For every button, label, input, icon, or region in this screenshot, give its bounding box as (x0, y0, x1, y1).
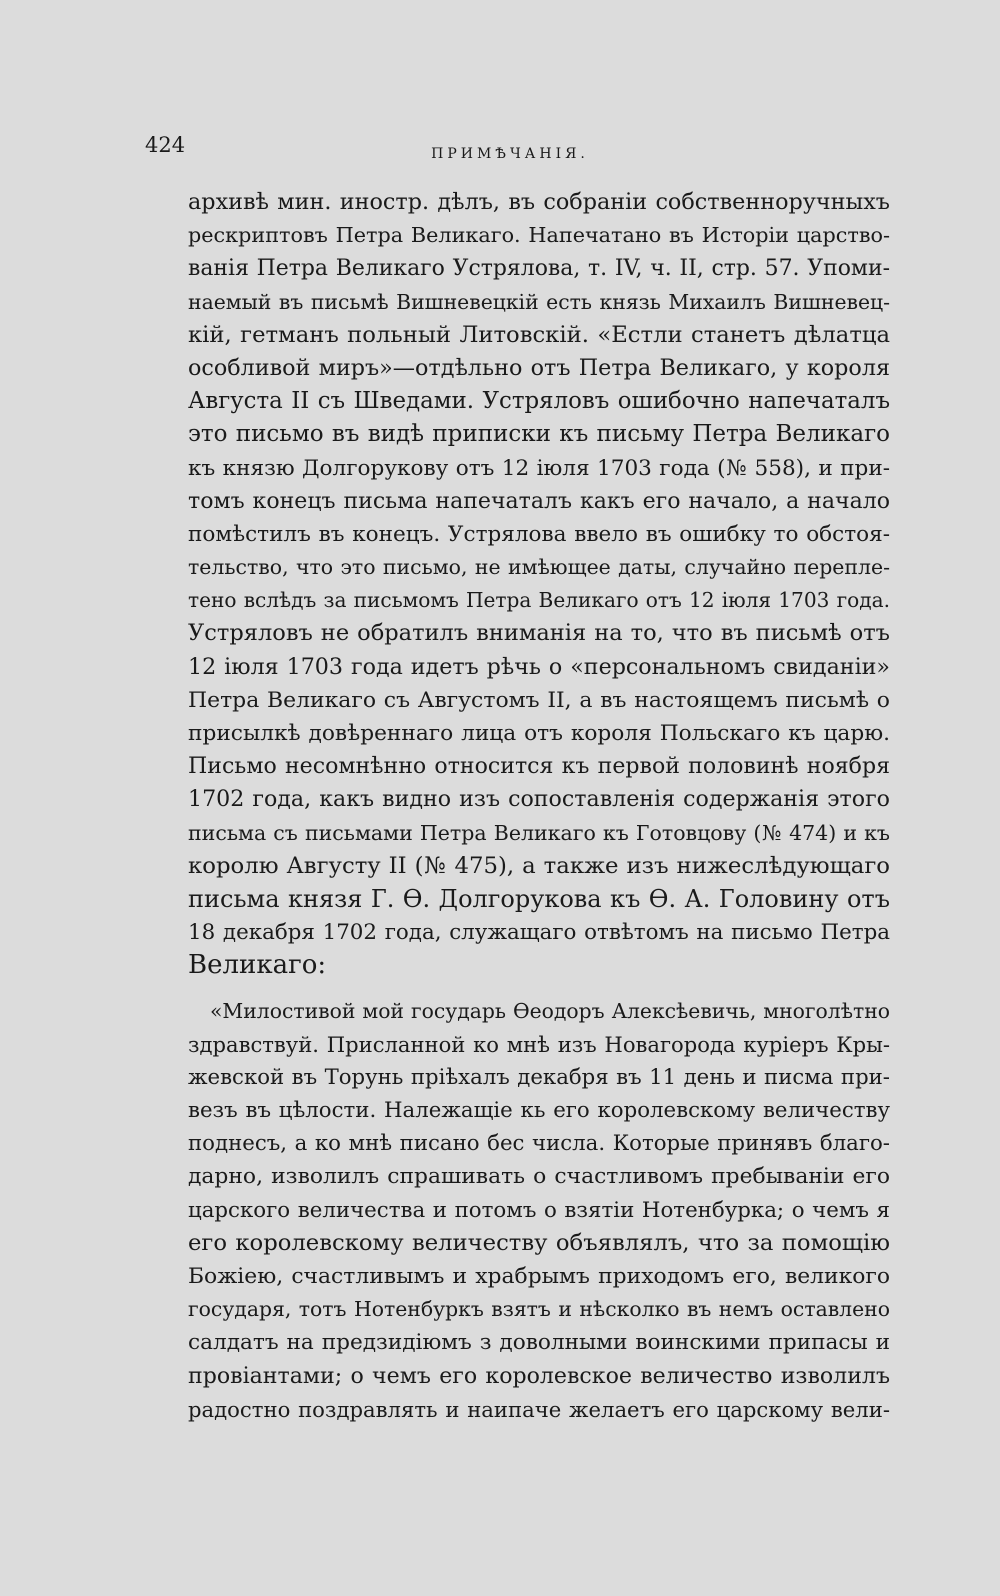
text-line: везъ въ цѣлости. Належащіе кь его королевскому величеству (188, 1098, 890, 1124)
text-line: «Милостивой мой государь Ѳеодоръ Алексѣевичь, многолѣтно (210, 998, 890, 1023)
text-line: письма князя Г. Ѳ. Долгорукова къ Ѳ. А. Головину отъ (188, 884, 890, 913)
text-line: провіантами; о чемъ его королевское величество изволилъ (188, 1362, 890, 1389)
paragraph-letter-quote (188, 995, 890, 1426)
text-line: 12 іюля 1703 года идетъ рѣчь о «персональномъ свиданіи» (188, 653, 890, 680)
text-line: жевской въ Торунь пріѣхалъ декабря въ 11 день и писма при- (188, 1064, 890, 1090)
text-line: присылкѣ довѣреннаго лица отъ короля Польскаго къ царю. (188, 721, 890, 746)
paragraph-gap (188, 983, 890, 995)
text-line: кій, гетманъ польный Литовскій. «Естли станетъ дѣлатца (188, 321, 890, 348)
text-line: радостно поздравлять и наипаче желаетъ его царскому вели- (188, 1396, 890, 1422)
text-line: особливой миръ»—отдѣльно отъ Петра Великаго, у короля (188, 354, 890, 381)
text-line: салдатъ на предзидіюмъ з доволными воинскими припасы и (188, 1330, 890, 1356)
text-line: ванія Петра Великаго Устрялова, т. IV, ч. II, стр. 57. Упоми- (188, 256, 890, 282)
page-number: 424 (145, 133, 186, 157)
text-line: королю Августу II (№ 475), а также изъ нижеслѣдующаго (188, 852, 890, 879)
text-line: Письмо несомнѣнно относится къ первой половинѣ ноября (188, 754, 890, 780)
text-line: письма съ письмами Петра Великаго къ Готовцову (№ 474) и къ (188, 820, 890, 845)
text-line: 1702 года, какъ видно изъ сопоставленія содержанія этого (188, 786, 890, 813)
text-line: наемый въ письмѣ Вишневецкій есть князь Михаилъ Вишневец- (188, 289, 890, 314)
text-line: Великаго: (188, 950, 327, 981)
text-line: царского величества и потомъ о взятіи Нотенбурка; о чемъ я (188, 1197, 890, 1223)
text-line: тельство, что это письмо, не имѣющее даты, случайно перепле- (188, 555, 890, 580)
text-line: тено вслѣдъ за письмомъ Петра Великаго отъ 12 іюля 1703 года. (188, 588, 890, 613)
text-line: Августа II съ Шведами. Устряловъ ошибочно напечаталъ (188, 388, 890, 415)
paragraph-notes (188, 186, 890, 983)
text-line: архивѣ мин. иностр. дѣлъ, въ собраніи собственноручныхъ (188, 189, 890, 215)
text-line: государя, тотъ Нотенбуркъ взятъ и нѣсколко въ немъ оставлено (188, 1297, 890, 1322)
running-head: ПРИМѢЧАНІЯ. (431, 146, 589, 162)
text-line: это письмо въ видѣ приписки къ письму Петра Великаго (188, 421, 890, 448)
text-line: Божіею, счастливымъ и храбрымъ приходомъ его, великого (188, 1264, 890, 1289)
text-line: рескриптовъ Петра Великаго. Напечатано въ Исторіи царство- (188, 223, 890, 248)
text-line: помѣстилъ въ конецъ. Устрялова ввело въ ошибку то обстоя- (188, 521, 890, 547)
text-line: Устряловъ не обратилъ вниманія на то, что въ письмѣ отъ (188, 620, 890, 647)
text-line: поднесъ, а ко мнѣ писано бес числа. Которые принявъ благо- (188, 1131, 890, 1157)
text-line: къ князю Долгорукову отъ 12 іюля 1703 года (№ 558), и при- (188, 455, 890, 481)
text-line: здравствуй. Присланной ко мнѣ изъ Новагорода куріеръ Кры- (188, 1031, 890, 1057)
text-line: дарно, изволилъ спрашивать о счастливомъ пребываніи его (188, 1164, 890, 1190)
text-line: 18 декабря 1702 года, служащаго отвѣтомъ на письмо Петра (188, 920, 890, 946)
text-line: его королевскому величеству объявлялъ, что за помощію (188, 1229, 890, 1256)
body-text (188, 186, 890, 1426)
text-line: томъ конецъ письма напечаталъ какъ его начало, а начало (188, 488, 890, 514)
text-line: Петра Великаго съ Августомъ II, а въ настоящемъ письмѣ о (188, 687, 890, 713)
